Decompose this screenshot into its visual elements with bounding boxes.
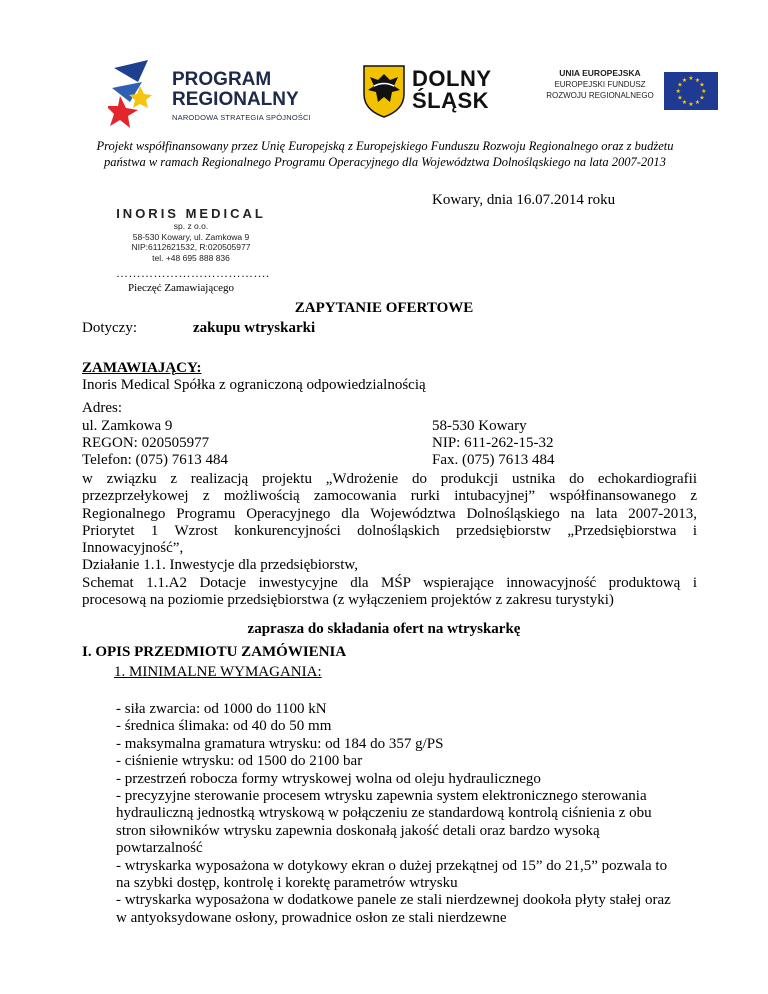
phone-number: Telefon: (075) 7613 484	[82, 452, 229, 468]
requirements-list	[116, 701, 716, 927]
orderer-heading: ZAMAWIAJĄCY:	[82, 360, 202, 376]
svg-text:★: ★	[675, 88, 681, 95]
address-street: ul. Zamkowa 9	[82, 418, 173, 434]
requirement-line: stron siłowników wtrysku zapewnia doskonałą jakość detali oraz bardzo wysoką	[116, 822, 600, 839]
subsection-title: 1. MINIMALNE WYMAGANIA:	[114, 664, 322, 680]
stamp-line: NIP:6112621532, R:020505977	[131, 242, 251, 252]
orderer-name: Inoris Medical Spółka z ograniczoną odpowiedzialnością	[82, 377, 426, 393]
stamp-caption: Pieczęć Zamawiającego	[128, 282, 234, 294]
nip-number: NIP: 611-262-15-32	[432, 435, 554, 451]
paragraph-line: Priorytet 1 Wzrost konkurencyjności dolnośląskich przedsiębiorstw „Przedsiębiorstwa i	[82, 522, 697, 539]
eagle-crest-icon	[362, 64, 406, 118]
stamp-line: tel. +48 695 888 836	[152, 252, 230, 263]
svg-text:★: ★	[694, 76, 701, 84]
requirement-line: - ciśnienie wtrysku: od 1500 do 2100 bar	[116, 753, 363, 770]
paragraph-line: Działanie 1.1. Inwestycje dla przedsiębiorstw,	[82, 557, 359, 574]
stamp-company-name: INORIS MEDICAL	[116, 206, 266, 221]
requirement-line: - siła zwarcia: od 1000 do 1100 kN	[116, 701, 327, 717]
cofinancing-note: Projekt współfinansowany przez Unię Europejską z Europejskiego Funduszu Rozwoju Regionalnego oraz z budżetu państwa w ramach Regionalnego Programu Operacyjnego dla Województwa Dolnośląskiego na lata 2007-2013	[96, 139, 674, 169]
dolny-slask-wordmark: DOLNY ŚLĄSK	[412, 66, 492, 113]
stamp-line: 58-530 Kowary, ul. Zamkowa 9	[132, 231, 250, 242]
invitation-line: zaprasza do składania ofert na wtryskarkę	[247, 621, 521, 637]
requirement-line: - wtryskarka wyposażona w dotykowy ekran o dużej przekątnej od 15” do 21,5” pozwala to	[116, 857, 668, 874]
paragraph-line: Regionalnego Programu Operacyjnego dla Województwa Dolnośląskiego na lata 2007-2013,	[82, 505, 697, 522]
document-title: ZAPYTANIE OFERTOWE	[294, 300, 474, 316]
svg-text:★: ★	[699, 81, 705, 89]
section-title: I. OPIS PRZEDMIOTU ZAMÓWIENIA	[82, 644, 347, 660]
subject-value: zakupu wtryskarki	[193, 320, 316, 336]
project-paragraph	[82, 471, 697, 609]
paragraph-line: procesową na poziomie przedsiębiorstwa (z wyłączeniem projektów z zakresu turystyki)	[82, 592, 614, 609]
svg-text:★: ★	[681, 76, 688, 84]
subject-label: Dotyczy:	[82, 320, 137, 336]
svg-text:★: ★	[688, 75, 694, 82]
paragraph-line: Schemat 1.1.A2 Dotacje inwestycyjne dla MŚP wspierające innowacyjność produktową i	[82, 574, 697, 591]
svg-text:★: ★	[694, 99, 701, 107]
requirement-line: - maksymalna gramatura wtrysku: od 184 do 357 g/PS	[116, 735, 444, 752]
paragraph-line: Innowacyjność”,	[82, 540, 184, 557]
program-regionalny-logo	[108, 58, 311, 130]
fax-number: Fax. (075) 7613 484	[432, 452, 555, 468]
requirement-line: hydrauliczną jednostką wtryskową w połączeniu ze standardową kontrolą ciśnienia z obu	[116, 805, 652, 822]
requirement-line: powtarzalność	[116, 840, 203, 857]
paragraph-line: przezprzełykowej z możliwością zamocowania rurki intubacyjnej” współfinansowanego z	[82, 488, 697, 505]
stamp-line: sp. z o.o.	[173, 221, 209, 231]
regon-number: REGON: 020505977	[82, 435, 210, 451]
document-date: Kowary, dnia 16.07.2014 roku	[432, 192, 616, 208]
svg-text:★: ★	[701, 88, 707, 95]
svg-text:★: ★	[699, 94, 705, 102]
paragraph-line: w związku z realizacją projektu „Wdrożenie do produkcji ustnika do echokardiografii	[82, 471, 697, 487]
svg-text:★: ★	[681, 99, 688, 107]
address-label: Adres:	[82, 400, 122, 416]
requirement-line: - precyzyjne sterowanie procesem wtrysku zapewnia system elektronicznego sterowania	[116, 788, 647, 805]
dolny-slask-logo	[362, 64, 507, 120]
eu-flag-icon	[664, 72, 718, 110]
eu-fund-text: UNIA EUROPEJSKA EUROPEJSKI FUNDUSZ ROZWOJU REGIONALNEGO	[546, 68, 654, 100]
program-logo-title: PROGRAM REGIONALNY	[172, 69, 299, 110]
svg-text:★: ★	[677, 94, 683, 102]
svg-text:★: ★	[677, 81, 683, 89]
program-logo-subtitle: NARODOWA STRATEGIA SPÓJNOŚCI	[172, 113, 311, 122]
svg-text:★: ★	[688, 101, 694, 108]
signature-dots: ……………………………….	[116, 266, 270, 280]
requirement-line: - wtryskarka wyposażona w dodatkowe panele ze stali nierdzewnej dookoła płyty stałej oraz	[116, 892, 671, 909]
company-stamp	[116, 206, 266, 263]
requirement-line: w antyoksydowane osłony, prowadnice osłon ze stali nierdzewne	[116, 909, 507, 926]
requirement-line: - średnica ślimaka: od 40 do 50 mm	[116, 718, 332, 735]
requirement-line: na szybki dostęp, kontrolę i korektę parametrów wtrysku	[116, 875, 458, 892]
star-arrows-icon	[108, 58, 170, 128]
requirement-line: - przestrzeń robocza formy wtryskowej wolna od oleju hydraulicznego	[116, 770, 541, 787]
eu-fund-logo	[540, 68, 720, 114]
address-city: 58-530 Kowary	[432, 418, 527, 434]
